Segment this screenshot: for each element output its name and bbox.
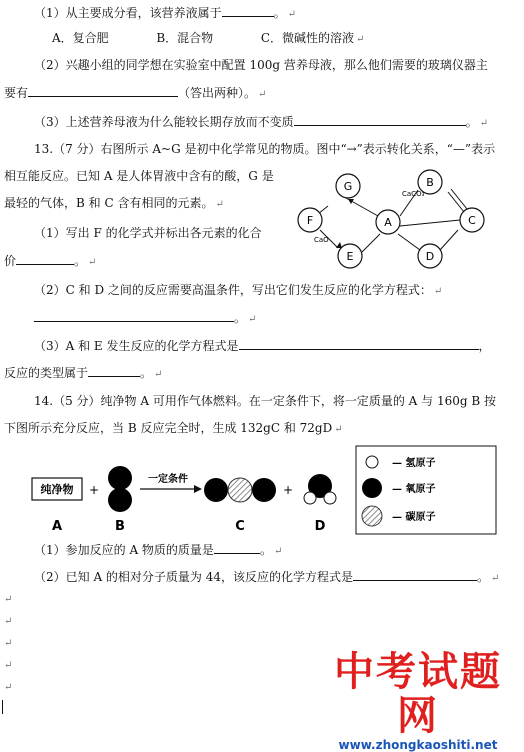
q13-part1: （1）写出 F 的化学式并标出各元素的化合	[34, 226, 262, 240]
site-watermark	[316, 650, 520, 752]
node-c-label: C	[468, 214, 476, 227]
q13-relationship-diagram	[290, 168, 490, 272]
label-b: B	[115, 519, 125, 534]
link-c-d	[440, 230, 458, 250]
label-d: D	[314, 519, 326, 534]
legend-hydrogen-label: — 氢原子	[392, 458, 436, 469]
answer-blank[interactable]	[34, 309, 234, 322]
q13-part3: （3）A 和 E 发生反应的化学方程式是 ，	[34, 339, 491, 353]
node-f-label: F	[306, 214, 314, 227]
q13-part2: （2）C 和 D 之间的反应需要高温条件，写出它们发生反应的化学方程式： ↵	[34, 283, 443, 297]
q13-intro: 13.（7 分）右图所示 A~G 是初中化学常见的物质。图中“→”表示转化关系，“—”表示	[34, 142, 496, 156]
q13-intro-c: 最轻的气体，B 和 C 含有相同的元素。 ↵	[4, 196, 224, 210]
answer-blank[interactable]	[88, 364, 140, 377]
oxygen-atom	[108, 488, 132, 512]
node-g-label: G	[343, 180, 353, 193]
hydrogen-atom	[304, 492, 316, 504]
plus-sign-2: +	[282, 483, 294, 497]
q14-intro-b: 下图所示充分反应，当 B 反应完全时，生成 132gC 和 72gD ↵	[4, 421, 343, 435]
legend-oxygen-icon	[362, 478, 382, 498]
legend-hydrogen-icon	[366, 456, 378, 468]
q12-part3: （3）上述营养母液为什么能较长期存放而不变质 。 ↵	[34, 115, 489, 129]
node-d-label: D	[425, 250, 435, 263]
answer-blank[interactable]	[353, 568, 477, 581]
q12-part2: （2）兴趣小组的同学想在实验室中配置 100g 营养母液，那么他们需要的玻璃仪器主	[34, 58, 488, 72]
link-a-c	[400, 220, 460, 226]
answer-blank[interactable]	[16, 252, 74, 265]
answer-blank[interactable]	[28, 84, 178, 97]
answer-blank[interactable]	[239, 337, 479, 350]
watermark-url: www.zhongkaoshiti.net	[338, 738, 498, 752]
q14-reaction-diagram	[30, 444, 500, 536]
q14-intro: 14.（5 分）纯净物 A 可用作气体燃料。在一定条件下，将一定质量的 A 与 160g B 按	[34, 394, 496, 408]
q13-part3-cont: 反应的类型属于 。 ↵	[4, 366, 163, 380]
q12-options: A．复合肥 B．混合物 C．微碱性的溶液 ↵	[52, 31, 365, 45]
oxygen-atom	[204, 478, 228, 502]
label-c: C	[235, 519, 245, 534]
label-caco3: CaCO₃	[402, 190, 425, 198]
empty-paragraph-mark: ↵	[4, 616, 13, 627]
answer-blank[interactable]	[214, 541, 260, 554]
label-a: A	[51, 519, 63, 534]
q13-intro-b: 相互能反应。已知 A 是人体胃液中含有的酸，G 是	[4, 169, 274, 183]
hydrogen-atom	[324, 492, 336, 504]
empty-paragraph-mark: ↵	[4, 660, 13, 671]
plus-sign-1: +	[88, 483, 100, 497]
oxygen-atom	[252, 478, 276, 502]
answer-blank[interactable]	[222, 4, 274, 17]
option-a: A．复合肥	[52, 31, 109, 45]
q12-part2-cont: 要有 （答出两种）。 ↵	[4, 86, 267, 100]
node-a-label: A	[384, 216, 392, 229]
arrow-label: 一定条件	[148, 474, 188, 485]
q12-part1: （1）从主要成分看，该营养液属于 。 ↵	[34, 6, 297, 20]
empty-paragraph-mark: ↵	[4, 638, 13, 649]
node-e-label: E	[346, 250, 354, 263]
arrow-head	[194, 485, 202, 493]
q14-part2: （2）已知 A 的相对分子质量为 44，该反应的化学方程式是 。 ↵	[34, 570, 500, 584]
carbon-atom	[228, 478, 252, 502]
q14-part1: （1）参加反应的 A 物质的质量是 。 ↵	[34, 543, 283, 557]
watermark-title: 中考试题网	[334, 649, 502, 739]
option-c: C．微碱性的溶液	[260, 31, 354, 45]
q13-part1-cont: 价 。 ↵	[4, 254, 97, 268]
label-cao: CaO	[314, 236, 329, 244]
text-cursor	[2, 700, 3, 714]
paragraph-mark: ↵	[287, 9, 297, 20]
option-b: B．混合物	[156, 31, 214, 45]
legend-oxygen-label: — 氧原子	[392, 484, 436, 495]
pure-substance-label: 纯净物	[40, 483, 74, 496]
node-b-label: B	[426, 176, 434, 189]
empty-paragraph-mark: ↵	[4, 594, 13, 605]
legend-carbon-label: — 碳原子	[392, 512, 436, 523]
legend-carbon-icon	[362, 506, 382, 526]
oxygen-atom	[108, 466, 132, 490]
link-a-d	[398, 234, 420, 250]
q13-part2-answer: 。 ↵	[34, 309, 256, 328]
answer-blank[interactable]	[294, 113, 466, 126]
link-e-a	[362, 234, 380, 252]
empty-paragraph-mark: ↵	[4, 682, 13, 693]
